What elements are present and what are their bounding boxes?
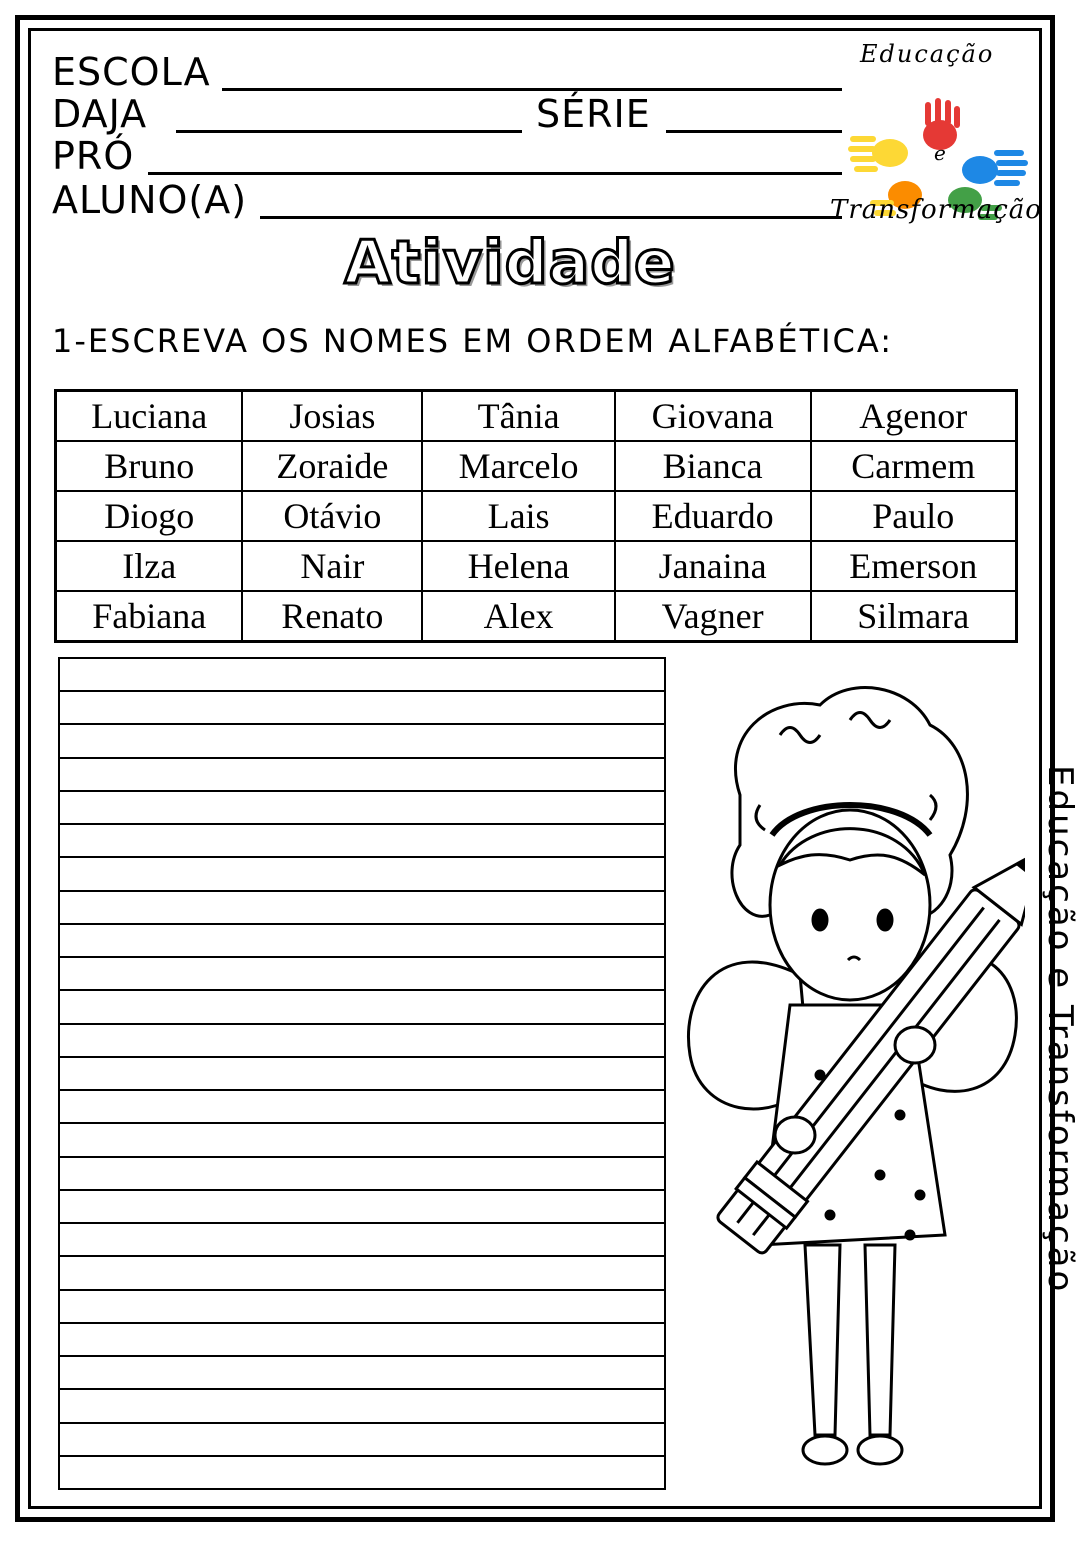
name-cell: Silmara <box>811 591 1017 642</box>
right-eye <box>878 910 892 930</box>
right-leg <box>865 1245 895 1435</box>
name-cell: Bruno <box>56 441 243 491</box>
school-label: ESCOLA <box>52 50 211 94</box>
table-row <box>56 491 1017 541</box>
writing-line <box>60 690 664 692</box>
table-row <box>56 441 1017 491</box>
school-field[interactable] <box>222 88 842 91</box>
logo-bottom-text: Transformação <box>830 195 1042 225</box>
right-shoe <box>858 1436 902 1464</box>
name-cell: Josias <box>242 391 422 442</box>
writing-line <box>60 856 664 858</box>
writing-line <box>60 1122 664 1124</box>
education-logo <box>830 40 1050 230</box>
writing-line <box>60 1322 664 1324</box>
writing-line <box>60 923 664 925</box>
activity-title: Atividade <box>344 228 676 298</box>
name-cell: Janaina <box>615 541 811 591</box>
left-leg <box>805 1245 840 1435</box>
name-cell: Zoraide <box>242 441 422 491</box>
question-text: 1-ESCREVA OS NOMES EM ORDEM ALFABÉTICA: <box>52 322 893 360</box>
girl-with-pencil-illustration <box>680 675 1025 1490</box>
name-cell: Emerson <box>811 541 1017 591</box>
right-hand <box>895 1027 935 1063</box>
teacher-field[interactable] <box>148 172 842 175</box>
blue-hand-icon <box>962 150 1028 186</box>
name-cell: Eduardo <box>615 491 811 541</box>
name-cell: Helena <box>422 541 614 591</box>
name-cell: Ilza <box>56 541 243 591</box>
writing-area[interactable] <box>58 657 666 1490</box>
left-hand <box>775 1117 815 1153</box>
writing-line <box>60 1355 664 1357</box>
name-cell: Paulo <box>811 491 1017 541</box>
side-brand-text <box>1038 765 1080 1425</box>
grade-label: SÉRIE <box>536 92 651 136</box>
date-field[interactable] <box>176 130 522 133</box>
table-row <box>56 391 1017 442</box>
side-brand-label: Educação e Transformação <box>1040 765 1080 1295</box>
writing-line <box>60 1156 664 1158</box>
name-cell: Alex <box>422 591 614 642</box>
logo-middle-text: e <box>934 141 946 165</box>
writing-line <box>60 1023 664 1025</box>
name-cell: Vagner <box>615 591 811 642</box>
writing-line <box>60 1089 664 1091</box>
name-cell: Renato <box>242 591 422 642</box>
left-eye <box>813 910 827 930</box>
writing-line <box>60 657 664 659</box>
writing-line <box>60 989 664 991</box>
writing-line <box>60 1388 664 1390</box>
name-cell: Nair <box>242 541 422 591</box>
writing-line <box>60 1222 664 1224</box>
logo-top-text: Educação <box>860 40 995 68</box>
writing-line <box>60 757 664 759</box>
student-label: ALUNO(A) <box>52 178 248 222</box>
name-cell: Diogo <box>56 491 243 541</box>
writing-line <box>60 1289 664 1291</box>
names-table <box>54 389 1018 643</box>
name-cell: Fabiana <box>56 591 243 642</box>
name-cell: Carmem <box>811 441 1017 491</box>
teacher-label: PRÓ <box>52 134 135 178</box>
writing-line <box>60 823 664 825</box>
name-cell: Agenor <box>811 391 1017 442</box>
grade-field[interactable] <box>666 130 842 133</box>
name-cell: Lais <box>422 491 614 541</box>
date-label: DAJA <box>52 92 148 136</box>
writing-line <box>60 1056 664 1058</box>
name-cell: Giovana <box>615 391 811 442</box>
writing-line <box>60 1255 664 1257</box>
writing-line <box>60 1488 664 1490</box>
writing-line <box>60 723 664 725</box>
name-cell: Tânia <box>422 391 614 442</box>
left-shoe <box>803 1436 847 1464</box>
writing-line <box>60 1422 664 1424</box>
name-cell: Bianca <box>615 441 811 491</box>
writing-line <box>60 1189 664 1191</box>
writing-line <box>60 956 664 958</box>
student-field[interactable] <box>260 216 842 219</box>
writing-line <box>60 890 664 892</box>
writing-line <box>60 790 664 792</box>
name-cell: Otávio <box>242 491 422 541</box>
yellow-hand-icon <box>848 136 908 172</box>
writing-line <box>60 1455 664 1457</box>
table-row <box>56 541 1017 591</box>
name-cell: Luciana <box>56 391 243 442</box>
table-row <box>56 591 1017 642</box>
name-cell: Marcelo <box>422 441 614 491</box>
